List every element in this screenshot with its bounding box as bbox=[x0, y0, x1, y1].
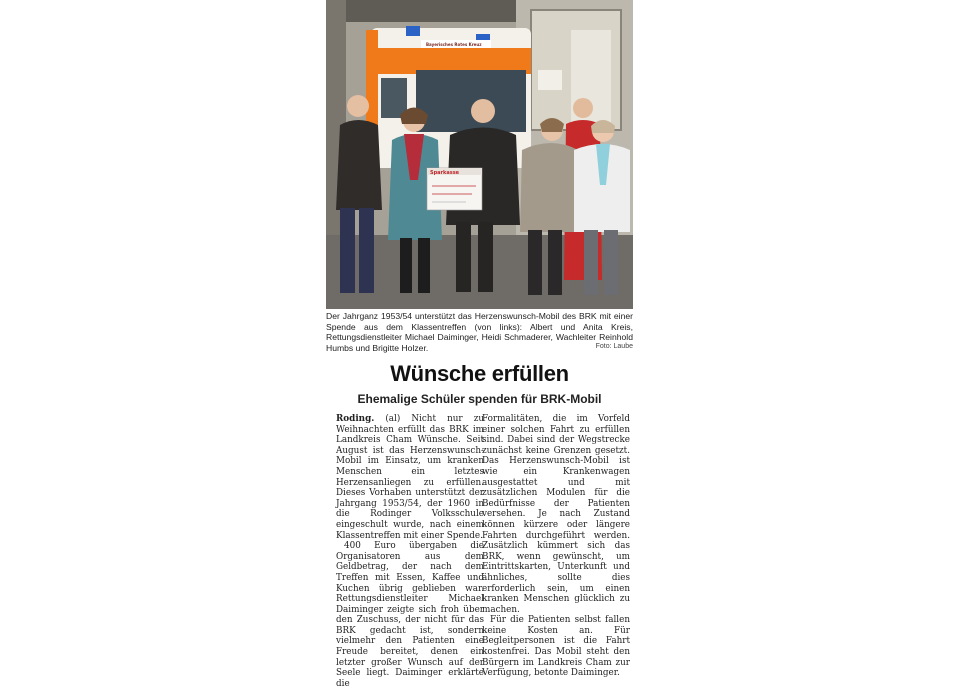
article-column-left bbox=[336, 414, 484, 689]
group-photo bbox=[326, 0, 633, 309]
article-column-right bbox=[482, 414, 630, 679]
donation-cheque bbox=[427, 168, 482, 210]
article-subheadline: Ehemalige Schüler spenden für BRK-Mobil bbox=[357, 392, 602, 406]
dateline: Roding. bbox=[336, 414, 375, 424]
paragraph: Formalitäten, die im Vorfeld einer solchen Fahrt zu erfüllen sind. Dabei sind der Wegstrecke zunächst keine Grenzen gesetzt. Das Herzenswunsch-Mobil ist wie ein Krankenwagen ausgestattet und mit zusätzlichen Modulen für die Bedürfnisse der Patienten versehen. Je nach Zustand können kürzere oder längere Fahrten durchgeführt werden. Zusätzlich kümmert sich das BRK, wenn gewünscht, um Eintrittskarten, Unterkunft und ähnliches, sollte dies erforderlich sein, um einen kranken Menschen glücklich zu machen. bbox=[482, 414, 630, 615]
newspaper-clipping bbox=[326, 0, 633, 689]
photo-credit: Foto: Laube bbox=[595, 343, 633, 350]
photo-illustration bbox=[326, 0, 633, 309]
paragraph-text: (al) Nicht nur zu Weihnachten erfüllt das BRK im Landkreis Cham Wünsche. Seit August ist das Herzenswunsch-Mobil im Einsatz, um kranken Menschen ein letztes Herzensanliegen zu erfüllen. Dieses Vorhaben unterstützt der Jahrgang 1953/54, der 1960 in die Rodinger Volksschule eingeschult wurde, nach einem Klassentreffen mit einer Spende. bbox=[336, 414, 484, 541]
article-headline: Wünsche erfüllen bbox=[390, 361, 569, 386]
cheque-label: Sparkasse bbox=[430, 170, 460, 176]
photo-caption: Der Jahrganz 1953/54 unterstützt das Herzenswunsch-Mobil des BRK mit einer Spende aus dem Klassentreffen (von links): Albert und Anita Kreis, Rettungsdienstleiter Michael Daiminger, Heidi Schmaderer, Wachleiter Reinhold Humbs und Brigitte Holzer. bbox=[326, 311, 633, 353]
paragraph: 400 Euro übergaben die Organisatoren aus dem Geldbetrag, der nach dem Treffen mit Essen, Kaffee und Kuchen übrig geblieben war. Rettungsdienstleiter Michael Daiminger zeigte sich froh über den Zuschuss, der nicht für das BRK gedacht ist, sondern vielmehr den Patienten eine Freude bereitet, denen ein letzter großer Wunsch auf der Seele liegt. Daiminger erklärte die bbox=[336, 541, 484, 689]
ambulance-sign: Bayerisches Rotes Kreuz bbox=[426, 42, 482, 47]
paragraph: Für die Patienten selbst fallen keine Kosten an. Für Begleitpersonen ist die Fahrt kostenfrei. Das Mobil steht den Bürgern im Landkreis Cham zur Verfügung, betonte Daiminger. bbox=[482, 615, 630, 679]
paragraph bbox=[336, 414, 484, 541]
